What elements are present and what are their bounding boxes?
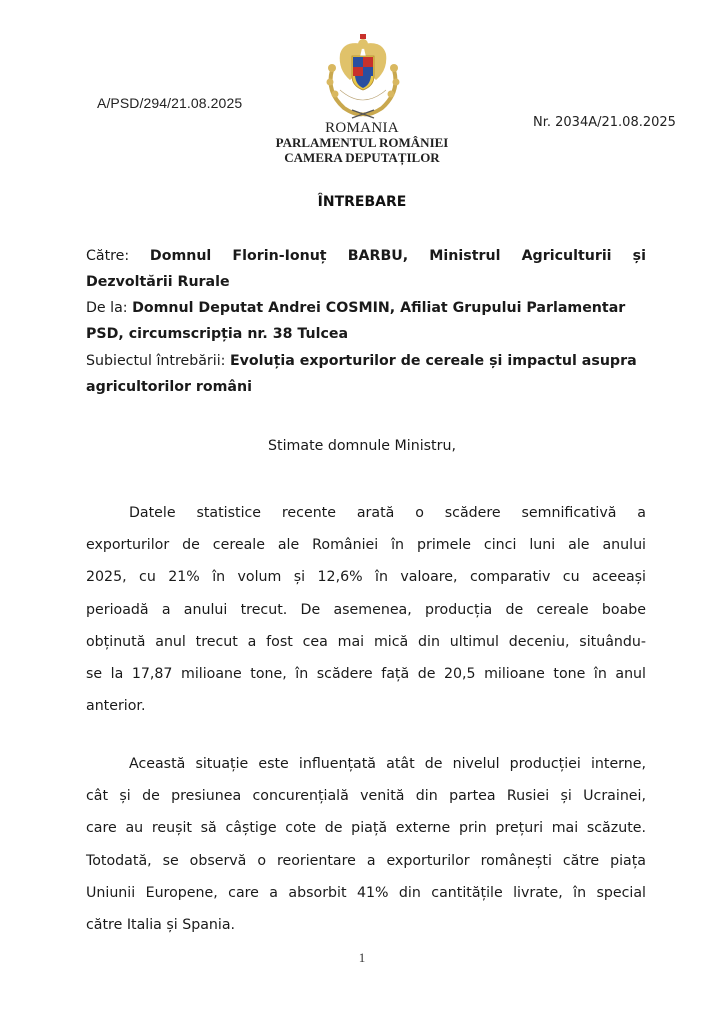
sender-value: Domnul Deputat Andrei COSMIN, Afiliat Grupului Parlamentar <box>132 300 626 316</box>
parliament-name: PARLAMENTUL ROMÂNIEI <box>275 135 449 150</box>
addressee-line <box>86 246 646 266</box>
page-number: 1 <box>358 950 366 965</box>
romanian-coat-of-arms-icon <box>322 30 404 122</box>
paragraph-line: către Italia și Spania. <box>86 917 236 934</box>
addressee-value: Domnul Florin-Ionuț BARBU, Ministrul Agriculturii și <box>149 248 646 264</box>
paragraph-1 <box>86 497 646 722</box>
paragraph-line: obținută anul trecut a fost cea mai mică din ultimul deceniu, situându- <box>86 633 646 650</box>
subject-value: Evoluția exporturilor de cereale și impactul asupra <box>229 353 637 369</box>
addressee-label: Către: <box>86 248 130 264</box>
paragraph-line: 2025, cu 21% în volum și 12,6% în valoare, comparativ cu aceeași <box>86 569 646 586</box>
paragraph-2 <box>86 748 646 941</box>
chamber-name: CAMERA DEPUTAȚILOR <box>284 150 440 165</box>
subject-value-cont: agricultorilor români <box>86 379 252 395</box>
sender-line <box>86 298 646 318</box>
sender-label: De la: <box>86 300 128 316</box>
paragraph-line: exporturilor de cereale ale României în primele cinci luni ale anului <box>86 537 646 554</box>
registration-number-right: Nr. 2034A/21.08.2025 <box>533 115 676 130</box>
paragraph-line: se la 17,87 milioane tone, în scădere față de 20,5 milioane tone în anul <box>86 666 646 683</box>
document-title: ÎNTREBARE <box>317 194 407 210</box>
paragraph-line: Datele statistice recente arată o scădere semnificativă a <box>129 505 646 521</box>
country-name: ROMANIA <box>325 120 399 136</box>
paragraph-line: perioadă a anului trecut. De asemenea, producția de cereale boabe <box>86 601 646 618</box>
salutation: Stimate domnule Ministru, <box>268 438 456 454</box>
addressee-value-cont: Dezvoltării Rurale <box>86 274 230 290</box>
paragraph-line: Uniunii Europene, care a absorbit 41% din cantitățile livrate, în special <box>86 884 646 901</box>
subject-line <box>86 351 646 371</box>
paragraph-line: Totodată, se observă o reorientare a exporturilor românești către piața <box>86 852 646 869</box>
registration-number-left: A/PSD/294/21.08.2025 <box>97 95 243 111</box>
paragraph-line: care au reușit să câștige cote de piață externe prin prețuri mai scăzute. <box>86 820 646 837</box>
paragraph-line: cât și de presiunea concurențială venită din partea Rusiei și Ucrainei, <box>86 788 646 805</box>
subject-label: Subiectul întrebării: <box>86 353 226 369</box>
paragraph-line: Această situație este influențată atât de nivelul producției interne, <box>129 756 646 772</box>
paragraph-line: anterior. <box>86 698 146 715</box>
sender-value-cont: PSD, circumscripția nr. 38 Tulcea <box>86 326 349 342</box>
